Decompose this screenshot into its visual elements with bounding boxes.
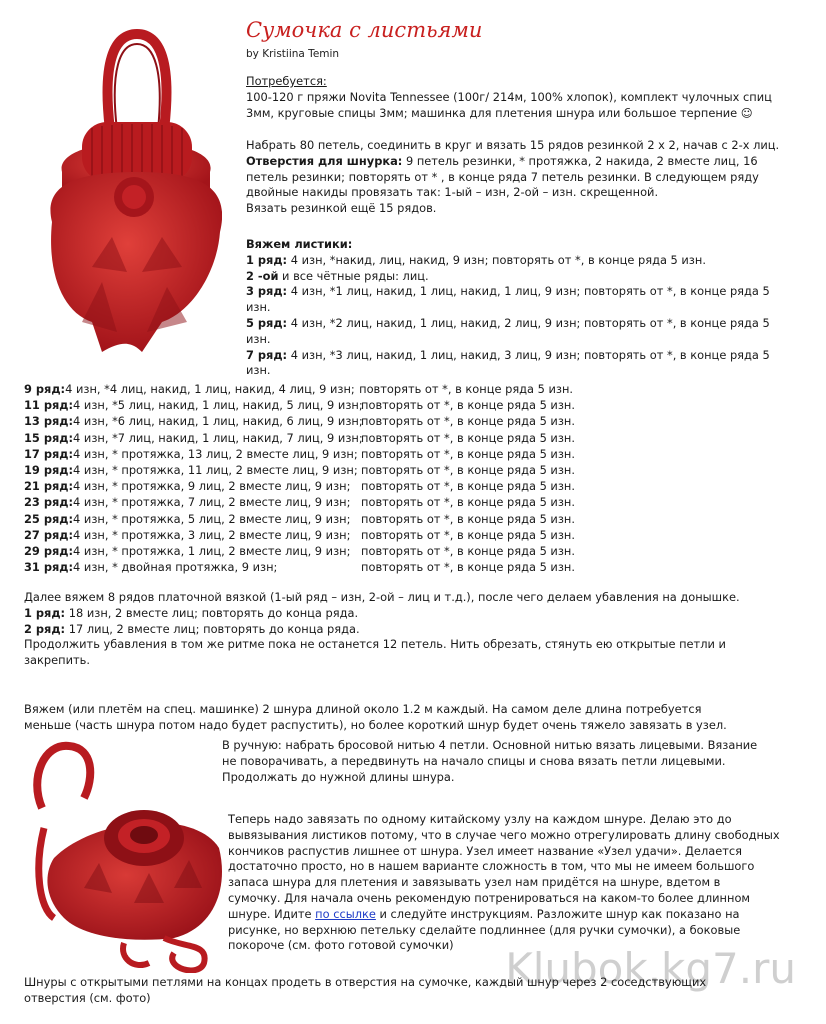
row-label: 1 ряд: xyxy=(246,252,288,267)
holes-text: 9 петель резинки, * протяжка, 2 накида, 2 вместе лиц, 16 xyxy=(402,153,758,168)
holes-text: двойные накиды провязать так: 1-ый – изн, 2-ой – изн. скрещенной. xyxy=(246,185,659,200)
cord-text: меньше (часть шнура потом надо будет распустить), но более короткий шнур будет очень тяжело завязать в узел. xyxy=(24,717,727,732)
row-label: 3 ряд: xyxy=(246,284,288,299)
row-text: изн. xyxy=(246,331,271,346)
list-item: 11 ряд:4 изн, *5 лиц, накид, 1 лиц, накид, 5 лиц, 9 изн;повторять от *, в конце ряда 5 изн. xyxy=(24,398,575,413)
row-label: 1 ряд: xyxy=(24,605,66,620)
knot-text: достаточно просто, но в нашем варианте сложность в том, что мы не имеем большого xyxy=(228,859,755,874)
finish-text: закрепить. xyxy=(24,653,90,668)
final-text: Шнуры с открытыми петлями на концах продеть в отверстия на сумочке, каждый шнур через 2 соседствующих xyxy=(24,975,707,989)
list-item: 9 ряд:4 изн, *4 лиц, накид, 1 лиц, накид, 4 лиц, 9 изн; повторять от *, в конце ряда 5 изн. xyxy=(24,382,574,396)
list-item: 29 ряд:4 изн, * протяжка, 1 лиц, 2 вместе лиц, 9 изн; повторять от *, в конце ряда 5 изн. xyxy=(24,544,575,559)
knot-text: запаса шнура для плетения и завязывать узел нам придётся на шнуре, вдетом в xyxy=(228,875,721,890)
knot-text: Теперь надо завязать по одному китайскому узлу на каждом шнуре. Делаю это до xyxy=(228,812,732,826)
cast-on-text: Набрать 80 петель, соединить в круг и вязать 15 рядов резинкой 2 х 2, начав с 2-х лиц. xyxy=(246,138,780,152)
knot-link[interactable]: по ссылке xyxy=(315,906,376,921)
knot-text: шнуре. Идите xyxy=(228,906,316,921)
list-item: 13 ряд:4 изн, *6 лиц, накид, 1 лиц, накид, 6 лиц, 9 изн;повторять от *, в конце ряда 5 изн. xyxy=(24,414,575,429)
knot-text: сумочку. Для начала очень рекомендую потренироваться на каком-то более длинном xyxy=(228,890,751,905)
rows-list xyxy=(24,381,575,575)
cord-text: Вяжем (или плетём на спец. машинке) 2 шнура длиной около 1.2 м каждый. На самом деле длина потребуется xyxy=(24,702,702,716)
final-text: отверстия (см. фото) xyxy=(24,990,151,1005)
rib-text: Вязать резинкой ещё 15 рядов. xyxy=(246,201,437,216)
row-text: 4 изн, *2 лиц, накид, 1 лиц, накид, 2 лиц, 9 изн; повторять от *, в конце ряда 5 xyxy=(287,315,770,330)
knot-text: рисунке, но верхнюю петельку сделайте подлиннее (для ручки сумочки), а боковые xyxy=(228,922,741,937)
list-item: 31 ряд:4 изн, * двойная протяжка, 9 изн; повторять от *, в конце ряда 5 изн. xyxy=(24,560,575,575)
page-title: Сумочка с листьями xyxy=(246,18,483,42)
list-item: 25 ряд:4 изн, * протяжка, 5 лиц, 2 вместе лиц, 9 изн; повторять от *, в конце ряда 5 изн. xyxy=(24,511,575,526)
knot-text: кончиков распустив лишнее от шнура. Узел имеет название «Узел удачи». Делается xyxy=(228,843,742,858)
list-item: 17 ряд:4 изн, * протяжка, 13 лиц, 2 вместе лиц, 9 изн; повторять от *, в конце ряда 5 изн. xyxy=(24,446,575,461)
decrease-intro: Далее вяжем 8 рядов платочной вязкой (1-ый ряд – изн, 2-ой – лиц и т.д.), после чего делаем убавления на донышке. xyxy=(24,590,740,604)
row-label: 2 -ой xyxy=(246,268,279,283)
row-label: 5 ряд: xyxy=(246,315,288,330)
materials-line: 100-120 г пряжи Novita Tennessee (100г/ 214м, 100% хлопок), комплект чулочных спиц xyxy=(246,89,772,104)
list-item: 15 ряд:4 изн, *7 лиц, накид, 1 лиц, накид, 7 лиц, 9 изн;повторять от *, в конце ряда 5 изн. xyxy=(24,430,575,445)
holes-text: петель резинки; повторять от * , в конце ряда 7 петель резинки. В следующем ряду xyxy=(246,169,759,184)
cord-text: не поворачивать, а передвинуть на начало спицы и снова вязать петли лицевыми. xyxy=(222,753,726,768)
author: by Kristiina Temin xyxy=(246,48,340,60)
row-text: 4 изн, *накид, лиц, накид, 9 изн; повторять от *, в конце ряда 5 изн. xyxy=(287,252,706,267)
cord-text: Продолжать до нужной длины шнура. xyxy=(222,769,455,784)
row-text: и все чётные ряды: лиц. xyxy=(278,268,429,283)
row-label: 2 ряд: xyxy=(24,621,66,636)
list-item: 27 ряд:4 изн, * протяжка, 3 лиц, 2 вместе лиц, 9 изн; повторять от *, в конце ряда 5 изн. xyxy=(24,527,575,542)
materials-line: 3мм, круговые спицы 3мм; машинка для плетения шнура или большое терпение ☺ xyxy=(246,105,753,120)
bag-photo-bottom xyxy=(24,738,224,973)
watermark: Klubok.kg7.ru xyxy=(505,944,796,993)
cord-text: В ручную: набрать бросовой нитью 4 петли. Основной нитью вязать лицевыми. Вязание xyxy=(222,738,758,752)
row-text: 4 изн, *3 лиц, накид, 1 лиц, накид, 3 лиц, 9 изн; повторять от *, в конце ряда 5 xyxy=(287,347,770,362)
list-item: 21 ряд:4 изн, * протяжка, 9 лиц, 2 вместе лиц, 9 изн; повторять от *, в конце ряда 5 изн. xyxy=(24,479,575,494)
row-text: изн. xyxy=(246,300,271,315)
bag-photo-top xyxy=(22,22,222,367)
list-item: 19 ряд:4 изн, * протяжка, 11 лиц, 2 вместе лиц, 9 изн; повторять от *, в конце ряда 5 изн. xyxy=(24,463,575,478)
row-text: 4 изн, *1 лиц, накид, 1 лиц, накид, 1 лиц, 9 изн; повторять от *, в конце ряда 5 xyxy=(287,284,770,299)
holes-label: Отверстия для шнурка: xyxy=(246,153,403,168)
row-text: 18 изн, 2 вместе лиц; повторять до конца ряда. xyxy=(65,605,359,620)
leaves-heading: Вяжем листики: xyxy=(246,237,353,251)
knot-text: покороче (см. фото готовой сумочки) xyxy=(228,938,454,953)
knot-text: и следуйте инструкциям. Разложите шнур как показано на xyxy=(375,906,740,921)
materials-heading: Потребуется: xyxy=(246,74,327,88)
list-item: 23 ряд:4 изн, * протяжка, 7 лиц, 2 вместе лиц, 9 изн; повторять от *, в конце ряда 5 изн. xyxy=(24,495,575,510)
finish-text: Продолжить убавления в том же ритме пока не останется 12 петель. Нить обрезать, стянуть ею открытые петли и xyxy=(24,637,726,652)
knot-text: вывязывания листиков потому, что в случае чего можно отрегулировать длину свободных xyxy=(228,827,780,842)
row-text: 17 лиц, 2 вместе лиц; повторять до конца ряда. xyxy=(65,621,360,636)
row-label: 7 ряд: xyxy=(246,347,288,362)
row-text: изн. xyxy=(246,363,271,378)
